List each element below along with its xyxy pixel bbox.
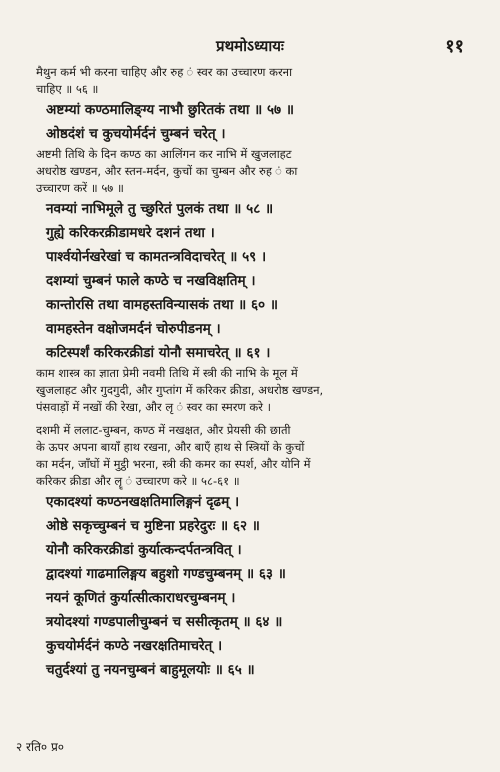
verse-line: वामहस्तेन वक्षोजमर्दनं चोरुपीडनम् ।	[46, 321, 221, 337]
page-header	[0, 34, 500, 58]
commentary-line: का मर्दन, जाँघों में मुट्ठी भरना, स्त्री की कमर का स्पर्श, और योनि में	[36, 457, 311, 471]
verse-line: नयनं कूणितं कुर्यात्सीत्काराधरचुम्बनम् ।	[46, 590, 236, 606]
commentary-line: काम शास्त्र का ज्ञाता प्रेमी नवमी तिथि में स्त्री की नाभि के मूल में	[36, 366, 298, 380]
commentary-line: मैथुन कर्म भी करना चाहिए और रुह ं स्वर का उच्चारण करना	[36, 65, 293, 79]
commentary-line: उच्चारण करें ॥ ५७ ॥	[36, 181, 124, 195]
verse-line: चतुर्दश्यां तु नयनचुम्बनं बाहुमूलयोः ॥ ६५ ॥	[46, 662, 255, 678]
commentary-line: चाहिए ॥ ५६ ॥	[36, 82, 99, 96]
commentary-line: अष्टमी तिथि के दिन कण्ठ का आलिंगन कर नाभि में खुजलाहट	[36, 147, 292, 161]
verse-line: कुचयोर्मर्दनं कण्ठे नखरक्षतिमाचरेत् ।	[46, 638, 223, 654]
verse-line: ओष्ठदंशं च कुचयोर्मर्दनं चुम्बनं चरेत् ।	[46, 126, 226, 142]
commentary-line: खुजलाहट और गुदगुदी, और गुप्तांग में करिकर क्रीडा, अधरोष्ठ खण्डन,	[36, 383, 324, 397]
commentary-line: दशमी में ललाट-चुम्बन, कण्ठ में नखक्षत, और प्रेयसी की छाती	[36, 423, 291, 437]
commentary-line: अधरोष्ठ खण्डन, और स्तन-मर्दन, कुचों का चुम्बन और रुह ं का	[36, 164, 298, 178]
verse-line: ओष्ठे सकृच्चुम्बनं च मुष्टिना प्रहरेदुरः ॥ ६२ ॥	[46, 518, 260, 534]
chapter-title: प्रथमोऽध्यायः	[216, 37, 284, 55]
verse-line: नवम्यां नाभिमूले तु च्छुरितं पुलकं तथा ॥ ५८ ॥	[46, 201, 274, 217]
verse-line: त्रयोदश्यां गण्डपालीचुम्बनं च ससीत्कृतम् ॥ ६४ ॥	[46, 614, 283, 630]
verse-line: पार्श्वयोर्नखरेखां च कामतन्त्रविदाचरेत् ॥ ५९ ।	[46, 249, 267, 265]
verse-line: द्वादश्यां गाढमालिङ्गय बहुशो गण्डचुम्बनम् ॥ ६३ ॥	[46, 566, 286, 582]
verse-line: गुह्ये करिकरक्रीडामधरे दशनं तथा ।	[46, 225, 215, 241]
commentary-line: के ऊपर अपना बायाँ हाथ रखना, और बाएँ हाथ से स्त्रियों के कुचों	[36, 440, 305, 454]
footer-signature: २ रति० प्र०	[16, 740, 65, 754]
commentary-line: करिकर क्रीडा और लॄ ं उच्चारण करे ॥ ५८-६१ ॥	[36, 474, 240, 488]
verse-line: एकादश्यां कण्ठनखक्षतिमालिङ्गनं दृढम् ।	[46, 494, 240, 510]
verse-line: कान्तोरसि तथा वामहस्तविन्यासकं तथा ॥ ६० ॥	[46, 297, 279, 313]
commentary-line: पंसवाड़ों में नखों की रेखा, और लृ ं स्वर का स्मरण करे ।	[36, 400, 271, 414]
verse-line: दशम्यां चुम्बनं फाले कण्ठे च नखविक्षतिम् ।	[46, 273, 256, 289]
page-body	[36, 64, 476, 682]
page-number: ११	[445, 36, 464, 57]
verse-line: योनौ करिकरक्रीडां कुर्यात्कन्दर्पतन्त्रवित् ।	[46, 542, 242, 558]
verse-line: कटिस्पर्शं करिकरक्रीडां योनौ समाचरेत् ॥ ६१ ।	[46, 345, 271, 361]
verse-line: अष्टम्यां कण्ठमालिङ्ग्य नाभौ छुरितकं तथा ॥ ५७ ॥	[46, 102, 294, 118]
